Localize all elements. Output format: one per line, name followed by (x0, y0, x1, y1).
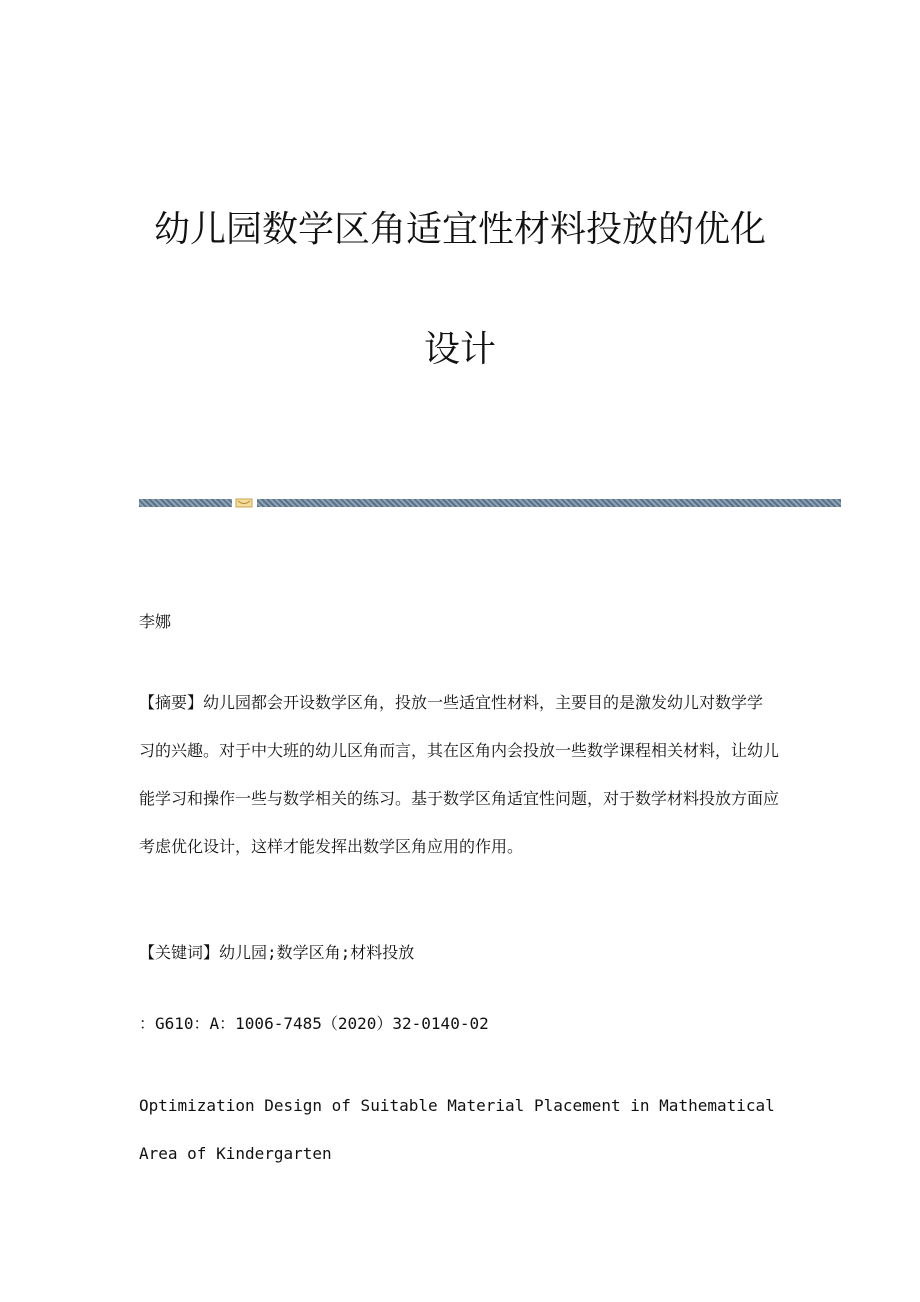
abstract-label: 【摘要】 (139, 693, 204, 712)
keywords-label: 【关键词】 (139, 943, 220, 962)
paper-title-line-1: 幼儿园数学区角适宜性材料投放的优化 (153, 209, 766, 250)
author-name: 李娜 (139, 612, 172, 631)
classification-line: ：G610：A：1006-7485（2020）32-0140-02 (139, 1014, 489, 1033)
divider-ornament-icon (235, 498, 253, 508)
abstract-text: 幼儿园都会开设数学区角，投放一些适宜性材料，主要目的是激发幼儿对数学学习的兴趣。对于中大班的幼儿区角而言，其在区角内会投放一些数学课程相关材料，让幼儿能学习和操作一些与数学相关的练习。基于数学区角适宜性问题，对于数学材料投放方面应考虑优化设计，这样才能发挥出数学区角应用的作用。 (139, 693, 780, 856)
english-title (139, 1082, 779, 1178)
paper-title-line-2: 设计 (423, 329, 496, 370)
divider-bar-left (139, 499, 232, 507)
title-divider (139, 498, 841, 508)
english-title-line-2: Area of Kindergarten (139, 1144, 332, 1163)
keywords-text: 幼儿园;数学区角;材料投放 (219, 943, 415, 962)
english-title-line-1: Optimization Design of Suitable Material Placement in Mathematical (139, 1096, 775, 1115)
abstract-paragraph (139, 679, 779, 871)
paper-title (0, 205, 920, 375)
divider-bar-right (257, 499, 841, 507)
keywords-line (139, 943, 779, 963)
